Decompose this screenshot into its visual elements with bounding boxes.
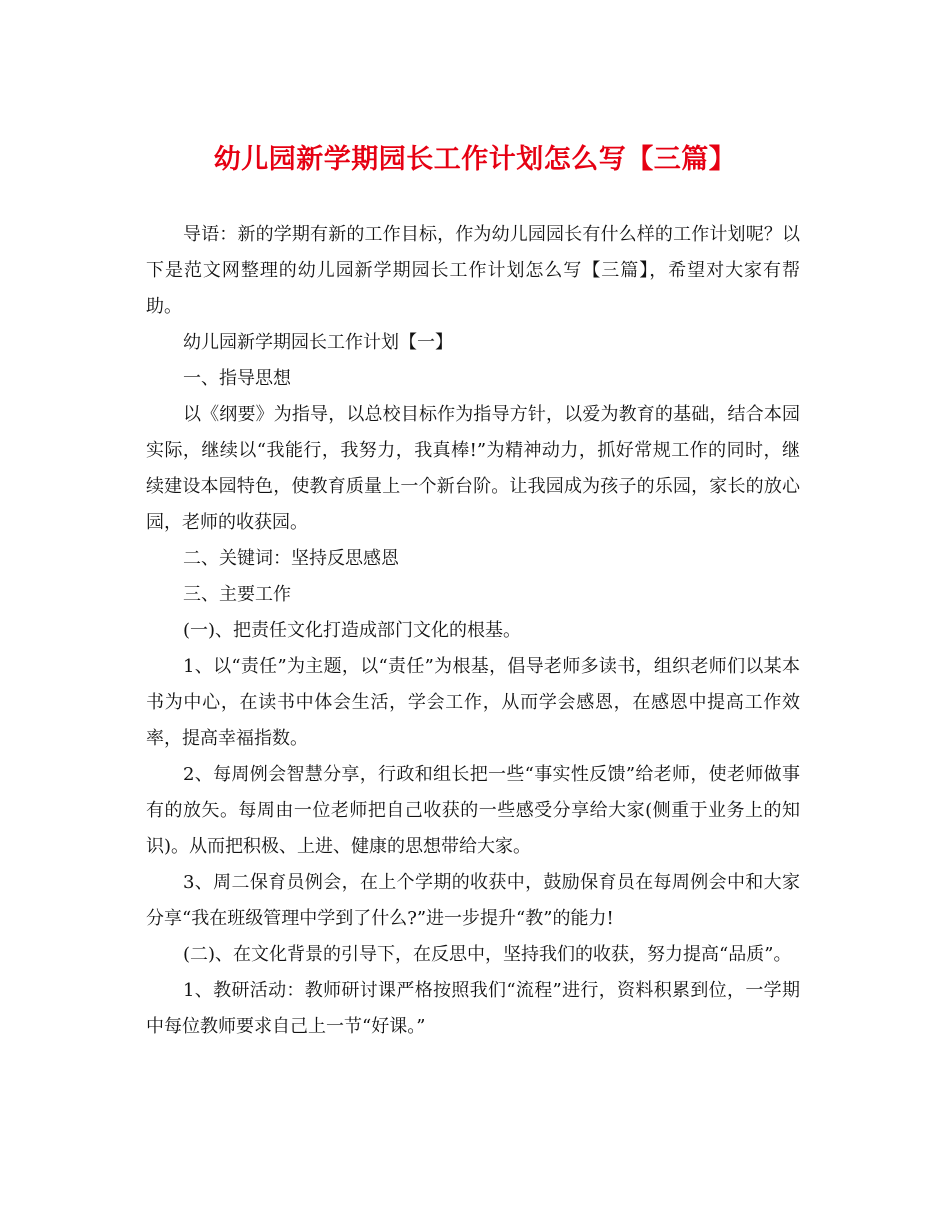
intro-paragraph: 导语：新的学期有新的工作目标，作为幼儿园园长有什么样的工作计划呢？以下是范文网整理的幼儿园新学期园长工作计划怎么写【三篇】，希望对大家有帮助。 [146, 224, 800, 317]
heading-keywords: 二、关键词：坚持反思感恩 [183, 548, 399, 569]
paragraph-teaching-research: 1、教研活动：教师研讨课严格按照我们“流程”进行，资料积累到位，一学期中每位教师要求自己上一节“好课。” [146, 980, 800, 1037]
section-heading-plan-one: 幼儿园新学期园长工作计划【一】 [183, 332, 453, 353]
subheading-responsibility-culture: (一)、把责任文化打造成部门文化的根基。 [183, 620, 522, 641]
paragraph-item-2: 2、每周例会智慧分享，行政和组长把一些“事实性反馈”给老师，使老师做事有的放矢。每周由一位老师把自己收获的一些感受分享给大家(侧重于业务上的知识)。从而把积极、上进、健康的思想带给大家。 [146, 764, 800, 857]
document-title: 幼儿园新学期园长工作计划怎么写【三篇】 [213, 144, 737, 175]
document-body [146, 217, 800, 1045]
paragraph-guiding-ideology: 以《纲要》为指导，以总校目标作为指导方针，以爱为教育的基础，结合本园实际，继续以“我能行，我努力，我真棒!”为精神动力，抓好常规工作的同时，继续建设本园特色，使教育质量上一个新台阶。让我园成为孩子的乐园，家长的放心园，老师的收获园。 [146, 404, 800, 533]
heading-guiding-ideology: 一、指导思想 [183, 368, 291, 389]
paragraph-item-1: 1、以“责任”为主题，以“责任”为根基，倡导老师多读书，组织老师们以某本书为中心，在读书中体会生活，学会工作，从而学会感恩，在感恩中提高工作效率，提高幸福指数。 [146, 656, 800, 749]
subheading-quality: (二)、在文化背景的引导下，在反思中，坚持我们的收获，努力提高“品质”。 [183, 944, 792, 965]
paragraph-item-3: 3、周二保育员例会，在上个学期的收获中，鼓励保育员在每周例会中和大家分享“我在班级管理中学到了什么?”进一步提升“教”的能力! [146, 872, 800, 929]
heading-main-work: 三、主要工作 [183, 584, 291, 605]
